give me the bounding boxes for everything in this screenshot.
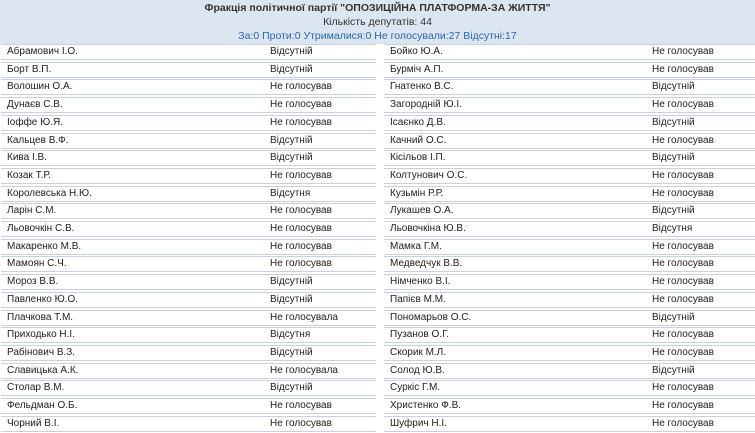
deputy-name: Льовочкіна Ю.В. [390,223,466,235]
deputy-name: Приходько Н.І. [7,329,75,341]
deputy-row [1,274,376,290]
deputy-row [1,416,376,432]
deputy-name: Чорний В.І. [7,417,60,429]
deputy-name: Загородній Ю.І. [390,99,462,111]
deputy-vote: Відсутній [270,382,313,394]
deputy-name: Солод Ю.В. [390,364,445,376]
deputy-name: Кальцев В.Ф. [7,134,69,146]
deputy-vote: Відсутній [652,81,695,93]
deputy-name: Медведчук В.В. [390,258,463,270]
deputy-row [384,62,755,78]
deputy-vote: Відсутній [652,364,695,376]
deputy-name: Іоффе Ю.Я. [7,116,64,128]
deputy-row [384,186,755,202]
deputy-row [384,345,755,361]
deputy-name: Плачкова Т.М. [7,311,74,323]
deputy-name: Абрамович І.О. [7,46,78,57]
deputy-row [1,150,376,166]
deputy-vote: Не голосував [270,205,332,217]
deputy-row [384,239,755,255]
deputy-vote: Не голосував [652,258,714,270]
deputy-vote: Відсутній [270,134,313,146]
deputy-vote: Відсутній [652,152,695,164]
deputy-vote: Відсутній [270,46,313,57]
deputy-row [384,327,755,343]
deputy-vote: Відсутній [270,63,313,75]
deputy-name: Німченко В.І. [390,276,451,288]
deputy-name: Качний О.С. [390,134,447,146]
deputy-row [1,115,376,131]
deputy-vote: Не голосувала [270,364,338,376]
deputy-vote: Не голосував [270,81,332,93]
deputy-vote: Не голосував [652,400,714,412]
deputy-name: Пузанов О.Г. [390,329,450,341]
deputy-row [1,133,376,149]
deputy-vote: Відсутній [270,276,313,288]
deputy-row [384,203,755,219]
deputy-row [384,363,755,379]
deputy-vote: Відсутній [652,311,695,323]
deputy-vote: Не голосував [652,134,714,146]
deputy-name: Бойко Ю.А. [390,46,443,57]
deputy-name: Павленко Ю.О. [7,293,79,305]
deputy-name: Мороз В.В. [7,276,59,288]
faction-header [0,0,755,44]
deputy-count: Кількість депутатів: 44 [323,16,432,28]
deputy-vote: Не голосував [652,46,714,57]
deputy-row [384,274,755,290]
deputy-row [384,416,755,432]
deputy-vote: Не голосував [270,116,332,128]
deputy-name: Дунаєв С.В. [7,99,63,111]
deputy-name: Папієв М.М. [390,293,446,305]
deputy-vote: Не голосував [652,329,714,341]
deputy-vote: Не голосував [270,417,332,429]
deputy-name: Христенко Ф.В. [390,400,462,412]
deputy-vote: Не голосував [652,169,714,181]
deputy-row [1,203,376,219]
deputy-row [384,256,755,272]
deputy-row [1,221,376,237]
deputy-vote: Не голосував [652,417,714,429]
deputy-name: Славицька А.К. [7,364,79,376]
deputy-row [1,292,376,308]
deputy-vote: Не голосувала [270,311,338,323]
deputy-name: Колтунович О.С. [390,169,468,181]
deputies-right-column [384,44,755,433]
deputy-row [384,97,755,113]
deputy-vote: Не голосував [652,240,714,252]
deputy-row [384,310,755,326]
deputy-name: Лукашев О.А. [390,205,454,217]
deputy-name: Пономарьов О.С. [390,311,472,323]
deputy-row [1,44,376,60]
deputy-row [384,168,755,184]
deputy-row [384,133,755,149]
deputy-vote: Не голосував [652,293,714,305]
deputy-row [384,150,755,166]
deputy-name: Мамка Г.М. [390,240,442,252]
deputy-vote: Не голосував [652,276,714,288]
deputy-row [384,79,755,95]
deputy-row [1,345,376,361]
deputy-vote: Не голосував [270,400,332,412]
deputies-left-column [1,44,376,433]
deputy-vote: Не голосував [270,223,332,235]
deputy-name: Скорик М.Л. [390,346,447,358]
deputy-row [1,380,376,396]
deputy-name: Волошин О.А. [7,81,73,93]
deputy-row [1,398,376,414]
deputy-row [1,310,376,326]
deputy-name: Столар В.М. [7,382,65,394]
deputy-vote: Відсутній [652,116,695,128]
deputy-vote: Відсутній [270,293,313,305]
deputy-row [1,327,376,343]
deputy-vote: Не голосував [652,63,714,75]
deputy-name: Шуфрич Н.І. [390,417,447,429]
deputy-name: Кісільов І.П. [390,152,446,164]
deputy-name: Рабінович В.З. [7,346,76,358]
deputy-name: Гнатенко В.С. [390,81,454,93]
deputy-name: Мамоян С.Ч. [7,258,67,270]
deputy-vote: Відсутня [270,329,311,341]
deputy-vote: Відсутня [270,187,311,199]
deputy-vote: Не голосував [270,99,332,111]
deputy-vote: Не голосував [270,240,332,252]
deputy-name: Козак Т.Р. [7,169,51,181]
deputy-row [1,97,376,113]
deputy-vote: Не голосував [270,169,332,181]
deputy-row [1,62,376,78]
deputy-row [1,79,376,95]
deputy-vote: Не голосував [652,187,714,199]
deputy-vote: Відсутній [270,152,313,164]
deputy-name: Макаренко М.В. [7,240,82,252]
deputy-row [384,221,755,237]
deputy-vote: Не голосував [652,382,714,394]
deputy-row [384,380,755,396]
deputy-vote: Не голосував [270,258,332,270]
deputy-name: Фельдман О.Б. [7,400,78,412]
deputy-vote: Не голосував [652,346,714,358]
deputy-row [1,256,376,272]
deputy-row [1,168,376,184]
deputy-name: Бурміч А.П. [390,63,444,75]
faction-title: Фракція політичної партії "ОПОЗИЦІЙНА ПЛАТФОРМА-ЗА ЖИТТЯ" [204,2,551,14]
column-divider [378,44,381,433]
deputy-vote: Відсутня [652,223,693,235]
deputy-row [384,44,755,60]
deputy-row [1,239,376,255]
deputy-row [384,292,755,308]
deputy-row [1,186,376,202]
deputy-row [1,363,376,379]
deputy-name: Борт В.П. [7,63,52,75]
deputy-name: Льовочкін С.В. [7,223,75,235]
deputy-vote: Відсутній [270,346,313,358]
deputy-vote: Не голосував [652,99,714,111]
deputy-row [384,398,755,414]
vote-summary: За:0 Проти:0 Утрималися:0 Не голосували:27 Відсутні:17 [238,30,517,42]
deputy-name: Королевська Н.Ю. [7,187,92,199]
deputy-name: Ісаєнко Д.В. [390,116,446,128]
deputy-row [384,115,755,131]
deputy-name: Кива І.В. [7,152,47,164]
deputy-name: Кузьмін Р.Р. [390,187,444,199]
deputy-name: Ларін С.М. [7,205,57,217]
deputy-name: Суркіс Г.М. [390,382,441,394]
deputy-vote: Відсутній [652,205,695,217]
